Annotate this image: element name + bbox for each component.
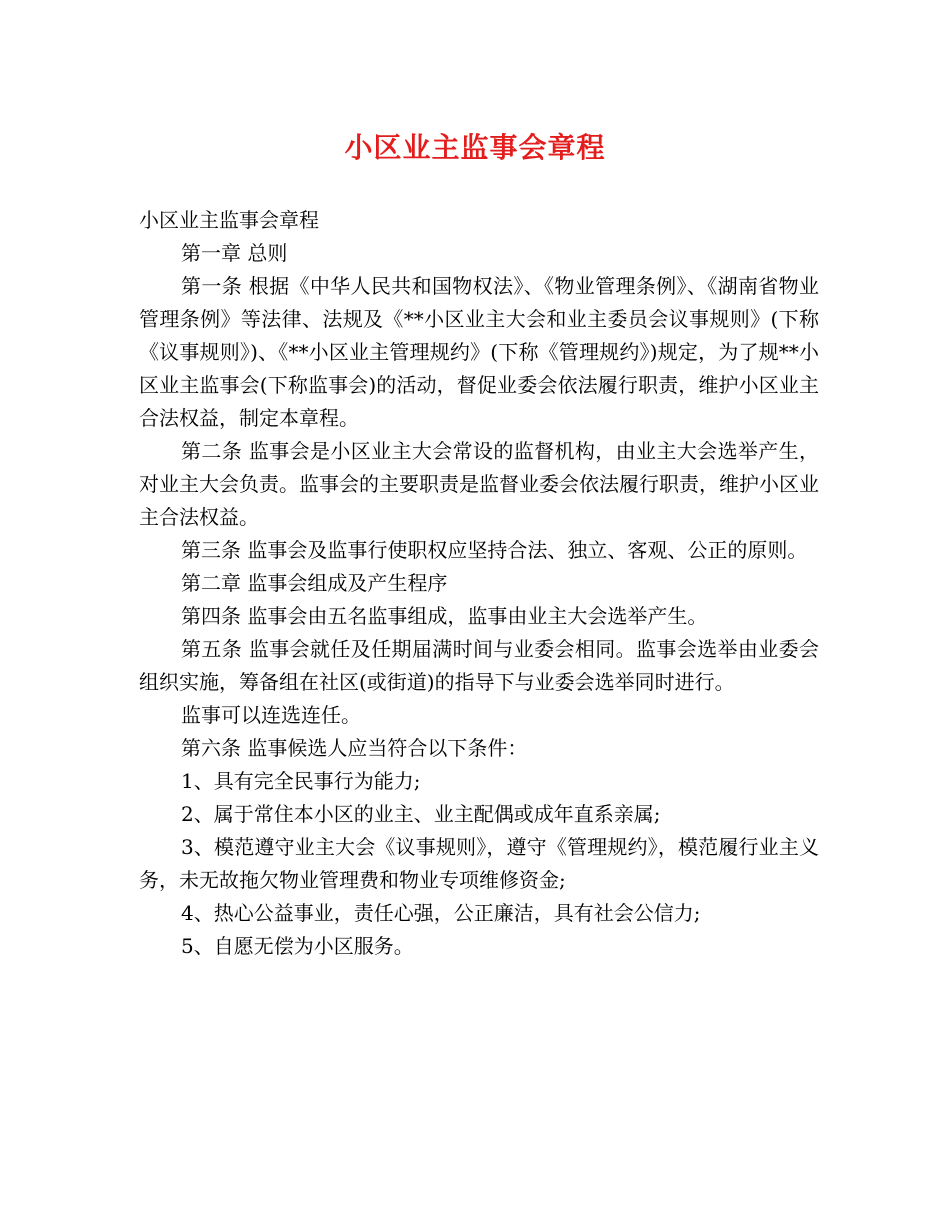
- article-paragraph: 第六条 监事候选人应当符合以下条件：: [181, 736, 528, 760]
- article-paragraph: 第二条 监事会是小区业主大会常设的监督机构，由业主大会选举产生，对业主大会负责。监事会的主要职责是监督业委会依法履行职责，维护小区业主合法权益。: [139, 439, 819, 529]
- chapter-heading: 第二章 监事会组成及产生程序: [181, 571, 448, 595]
- document-body: [139, 204, 819, 963]
- article-paragraph: 第三条 监事会及监事行使职权应坚持合法、独立、客观、公正的原则。: [181, 538, 808, 562]
- article-paragraph: 第四条 监事会由五名监事组成，监事由业主大会选举产生。: [181, 604, 708, 628]
- chapter-heading: 第一章 总则: [181, 241, 288, 265]
- list-item: 1、具有完全民事行为能力;: [181, 769, 421, 793]
- list-item: 2、属于常住本小区的业主、业主配偶或成年直系亲属;: [181, 802, 661, 826]
- article-paragraph: 监事可以连选连任。: [181, 703, 361, 727]
- article-paragraph: 第一条 根据《中华人民共和国物权法》、《物业管理条例》、《湖南省物业管理条例》等法律、法规及《**小区业主大会和业主委员会议事规则》(下称《议事规则》)、《**小区业主管理规约》(下称《管理规约》)规定，为了规**小区业主监事会(下称监事会)的活动，督促业委会依法履行职责，维护小区业主合法权益，制定本章程。: [139, 274, 819, 430]
- list-item: 4、热心公益事业，责任心强，公正廉洁，具有社会公信力;: [181, 901, 701, 925]
- list-item: 3、模范遵守业主大会《议事规则》，遵守《管理规约》，模范履行业主义务，未无故拖欠物业管理费和物业专项维修资金;: [139, 835, 819, 892]
- list-item: 5、自愿无偿为小区服务。: [181, 934, 414, 958]
- article-paragraph: 第五条 监事会就任及任期届满时间与业委会相同。监事会选举由业委会组织实施，筹备组在社区(或街道)的指导下与业委会选举同时进行。: [139, 637, 819, 694]
- document-title: 小区业主监事会章程: [344, 131, 606, 164]
- document-subtitle: 小区业主监事会章程: [139, 208, 319, 232]
